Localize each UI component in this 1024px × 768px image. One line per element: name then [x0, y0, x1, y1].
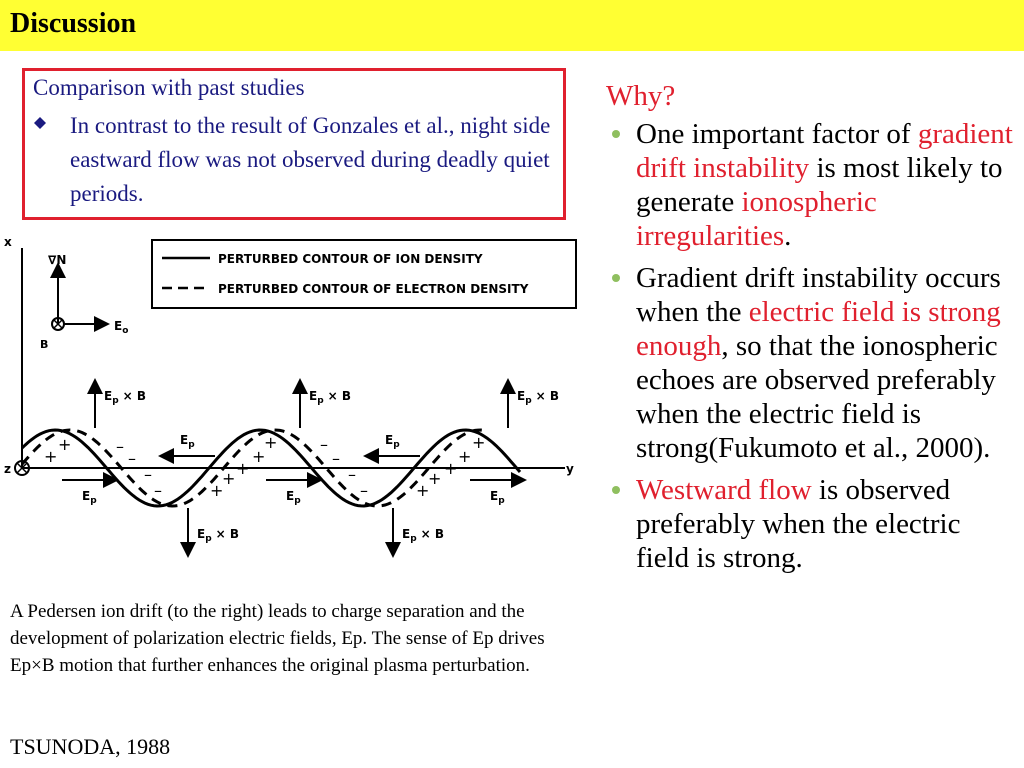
svg-text:Ep: $E_p$ [82, 489, 97, 506]
svg-text:Ep× B: $E_p \times B$ [197, 527, 240, 544]
bullet-dot-icon [612, 486, 620, 494]
svg-text:–: – [144, 465, 152, 484]
box-heading: Comparison with past studies [33, 75, 305, 100]
box-bullet-text: In contrast to the result of Gonzales et al., night side eastward flow was not observed during deadly quiet periods. [70, 113, 551, 206]
svg-text:+: + [428, 469, 442, 488]
axis-x-label: x [4, 235, 12, 249]
charge-signs [44, 433, 485, 500]
svg-text:–: – [360, 481, 368, 500]
b-label: B [40, 338, 49, 351]
slide-title: Discussion [10, 8, 137, 39]
svg-text:Ep: $E_p$ [490, 489, 505, 506]
diamond-bullet-icon [33, 116, 47, 130]
svg-text:+: + [444, 459, 458, 478]
axis-y-label: y [566, 462, 574, 476]
svg-text:–: – [332, 449, 340, 468]
svg-text:–: – [154, 481, 162, 500]
list-item: One important factor of gradient drift instability is most likely to generate ionospheric irregularities. [606, 117, 1016, 253]
svg-text:Ep× B: $E_p \times B$ [104, 389, 147, 406]
epxb-down-arrows [188, 508, 444, 556]
bullet-dot-icon [612, 130, 620, 138]
svg-text:+: + [236, 459, 250, 478]
svg-text:–: – [116, 437, 124, 456]
svg-text:+: + [210, 481, 224, 500]
reason-list [606, 117, 1016, 575]
figure-caption: A Pedersen ion drift (to the right) leads to charge separation and the development of polarization electric fields, Ep. The sense of Ep drives Ep×B motion that further enhances the original plasma perturbation. [10, 601, 545, 676]
svg-text:Ep× B: $E_p \times B$ [402, 527, 445, 544]
svg-text:+: + [222, 469, 236, 488]
title-bar [0, 0, 1024, 51]
comparison-box [22, 68, 566, 220]
svg-text:Ep× B: $E_p \times B$ [309, 389, 352, 406]
right-column [606, 80, 1016, 583]
epxb-up-arrows [95, 380, 559, 428]
svg-text:+: + [264, 433, 278, 452]
svg-text:Ep: $E_p$ [180, 433, 195, 450]
bullet-dot-icon [612, 274, 620, 282]
svg-text:+: + [44, 447, 58, 466]
svg-text:–: – [128, 449, 136, 468]
svg-text:+: + [472, 433, 486, 452]
svg-text:Ep× B: $E_p \times B$ [517, 389, 560, 406]
svg-text:+: + [416, 481, 430, 500]
svg-text:–: – [320, 435, 328, 454]
svg-text:+: + [252, 447, 266, 466]
gradient-drift-diagram [0, 228, 590, 588]
axis-z-label: z [4, 462, 11, 476]
legend-solid-label: PERTURBED CONTOUR OF ION DENSITY [218, 252, 483, 266]
why-heading: Why? [606, 80, 676, 112]
legend-dashed-label: PERTURBED CONTOUR OF ELECTRON DENSITY [218, 282, 529, 296]
legend-box [152, 240, 576, 308]
list-item: Westward flow is observed preferably when the electric field is strong. [606, 473, 1016, 575]
svg-text:+: + [58, 435, 72, 454]
svg-text:+: + [458, 447, 472, 466]
svg-text:–: – [348, 465, 356, 484]
list-item: Gradient drift instability occurs when the electric field is strong enough, so that the ionospheric echoes are observed preferably when the electric field is strong(Fukumoto et al., 2000). [606, 261, 1016, 465]
grad-n-label: ∇N [48, 253, 67, 267]
e0-label: $E_o$ [114, 319, 129, 336]
svg-text:Ep: $E_p$ [385, 433, 400, 450]
figure-credit: TSUNODA, 1988 [10, 734, 171, 759]
svg-text:Ep: $E_p$ [286, 489, 301, 506]
